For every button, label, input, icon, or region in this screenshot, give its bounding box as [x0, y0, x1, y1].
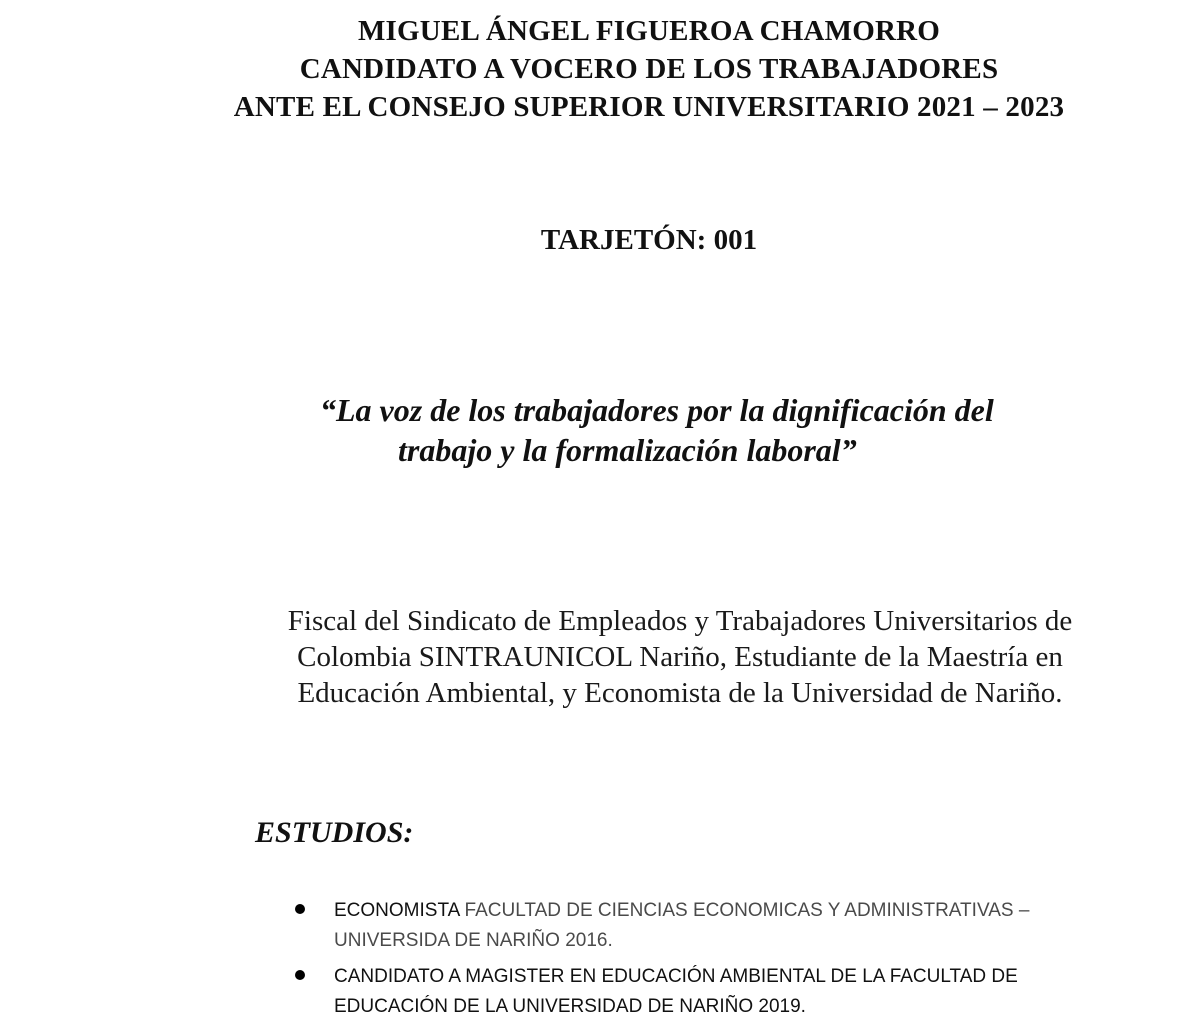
profile-line-1: Fiscal del Sindicato de Empleados y Trabajadores Universitarios de	[287, 605, 1073, 637]
study-institution-continued: UNIVERSIDA DE NARIÑO 2016.	[334, 930, 613, 951]
study-institution: FACULTAD DE CIENCIAS ECONOMICAS Y ADMINISTRATIVAS –	[459, 900, 1030, 921]
list-item	[295, 896, 1095, 956]
bullet-icon	[295, 904, 305, 914]
profile-line-2: Colombia SINTRAUNICOL Nariño, Estudiante de la Maestría en	[297, 641, 1063, 673]
profile-line-3: Educación Ambiental, y Economista de la Universidad de Nariño.	[297, 677, 1063, 709]
list-item	[295, 962, 1095, 1022]
slogan-line-1: “La voz de los trabajadores por la dignificación del	[320, 392, 994, 428]
study-title: ECONOMISTA	[334, 900, 460, 921]
candidate-name: MIGUEL ÁNGEL FIGUEROA CHAMORRO	[357, 15, 941, 47]
bullet-icon	[295, 970, 305, 980]
candidate-council-period: ANTE EL CONSEJO SUPERIOR UNIVERSITARIO 2021 – 2023	[233, 91, 1065, 123]
study-line	[334, 896, 1095, 926]
candidate-role: CANDIDATO A VOCERO DE LOS TRABAJADORES	[299, 53, 999, 85]
study-line: CANDIDATO A MAGISTER EN EDUCACIÓN AMBIENTAL DE LA FACULTAD DE	[334, 966, 1018, 987]
ballot-number: TARJETÓN: 001	[540, 224, 758, 256]
campaign-slogan	[320, 390, 1180, 470]
studies-heading: ESTUDIOS:	[255, 816, 414, 849]
study-line-continued: EDUCACIÓN DE LA UNIVERSIDAD DE NARIÑO 2019.	[334, 996, 806, 1017]
candidate-header	[0, 12, 1200, 126]
candidate-profile	[230, 603, 1130, 711]
slogan-line-2: trabajo y la formalización laboral”	[398, 432, 857, 468]
studies-list	[295, 896, 1095, 1028]
